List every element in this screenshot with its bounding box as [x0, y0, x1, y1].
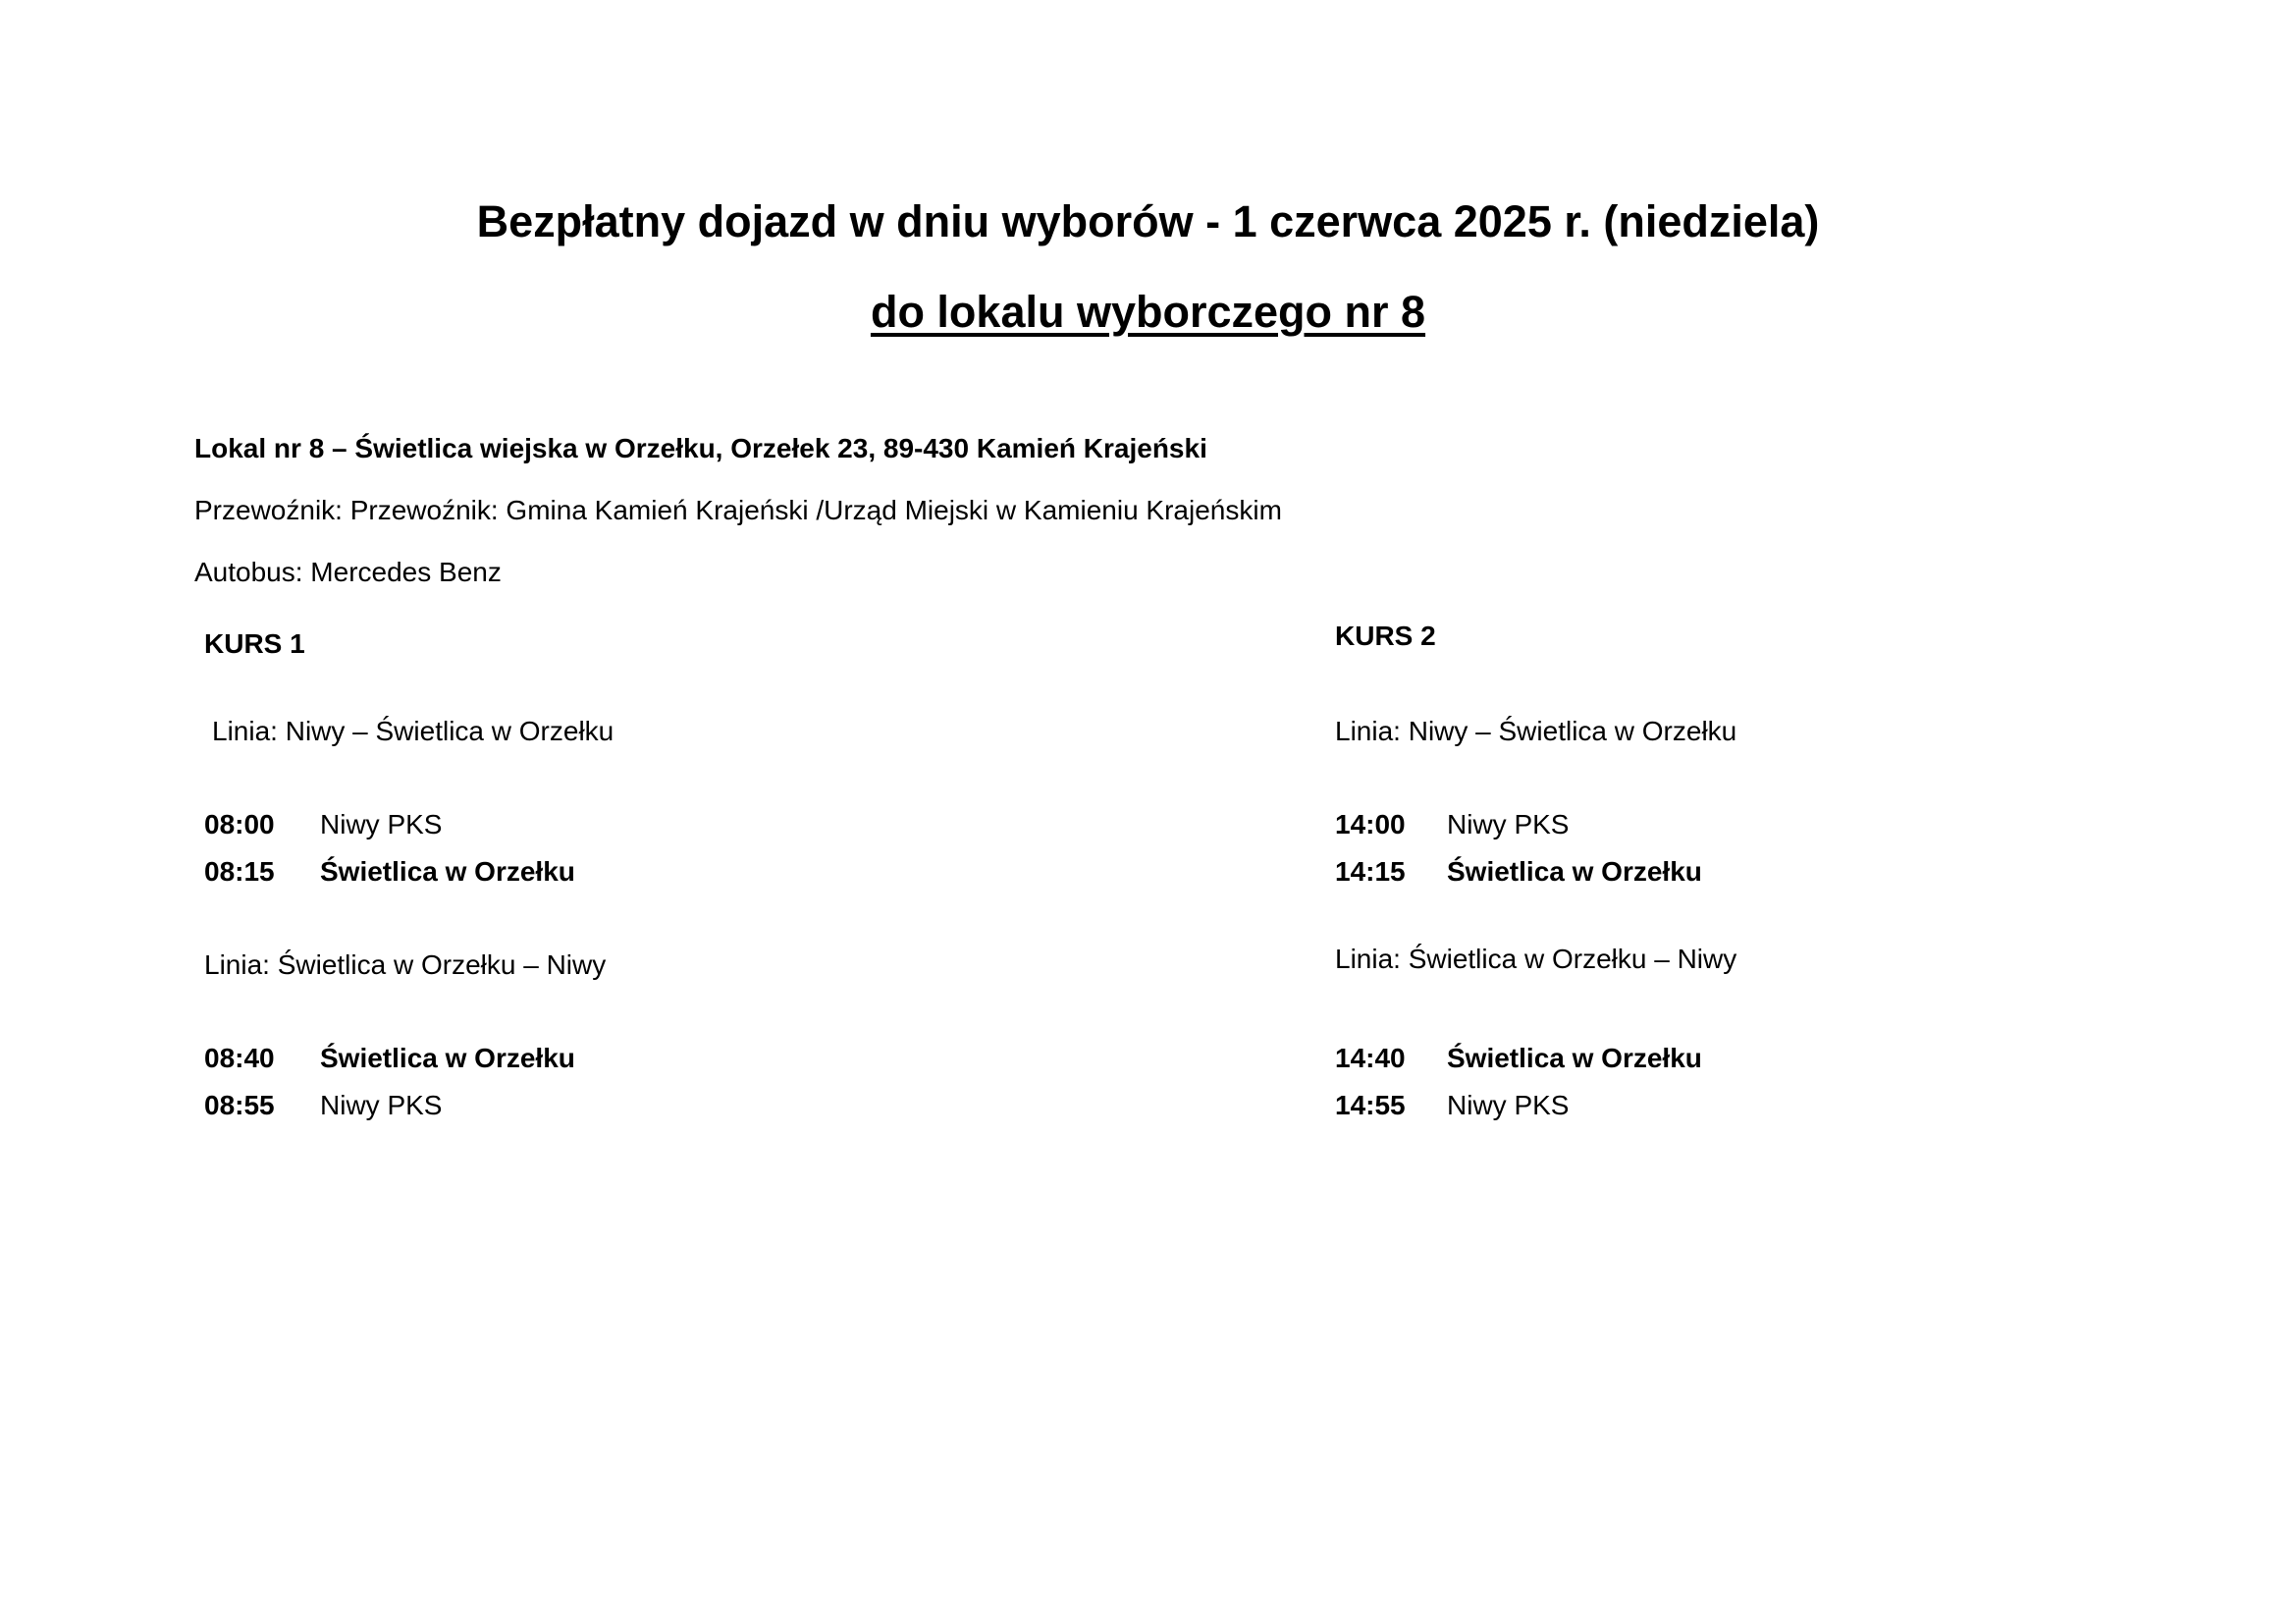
bus-info: Autobus: Mercedes Benz [194, 557, 502, 587]
stop-name: Niwy PKS [320, 1090, 443, 1120]
stop-name: Świetlica w Orzełku [1447, 856, 1702, 887]
stop-time: 08:00 [204, 809, 275, 839]
line-outbound: Linia: Niwy – Świetlica w Orzełku [1335, 716, 1737, 746]
course-1 [204, 0, 1088, 1624]
stop-time: 08:40 [204, 1043, 275, 1073]
stop-name: Niwy PKS [1447, 1090, 1570, 1120]
stop-name: Świetlica w Orzełku [1447, 1043, 1702, 1073]
stop-name: Niwy PKS [1447, 809, 1570, 839]
line-outbound: Linia: Niwy – Świetlica w Orzełku [212, 716, 614, 746]
page-title: Bezpłatny dojazd w dniu wyborów - 1 czerwca 2025 r. (niedziela) [476, 196, 1820, 246]
stop-name: Świetlica w Orzełku [320, 856, 575, 887]
stop-time: 14:15 [1335, 856, 1406, 887]
course-2 [1335, 0, 2218, 1624]
stop-time: 14:40 [1335, 1043, 1406, 1073]
stop-time: 14:00 [1335, 809, 1406, 839]
carrier-info: Przewoźnik: Przewoźnik: Gmina Kamień Krajeński /Urząd Miejski w Kamieniu Krajeńskim [194, 495, 1282, 525]
line-return: Linia: Świetlica w Orzełku – Niwy [1335, 944, 1737, 974]
page-subtitle: do lokalu wyborczego nr 8 [870, 287, 1426, 337]
course-label: KURS 1 [204, 628, 305, 659]
stop-time: 08:55 [204, 1090, 275, 1120]
stop-time: 08:15 [204, 856, 275, 887]
stop-name: Świetlica w Orzełku [320, 1043, 575, 1073]
line-return: Linia: Świetlica w Orzełku – Niwy [204, 949, 607, 980]
stop-name: Niwy PKS [320, 809, 443, 839]
course-label: KURS 2 [1335, 621, 1436, 651]
polling-station-address: Lokal nr 8 – Świetlica wiejska w Orzełku, Orzełek 23, 89-430 Kamień Krajeński [194, 433, 1207, 463]
stop-time: 14:55 [1335, 1090, 1406, 1120]
